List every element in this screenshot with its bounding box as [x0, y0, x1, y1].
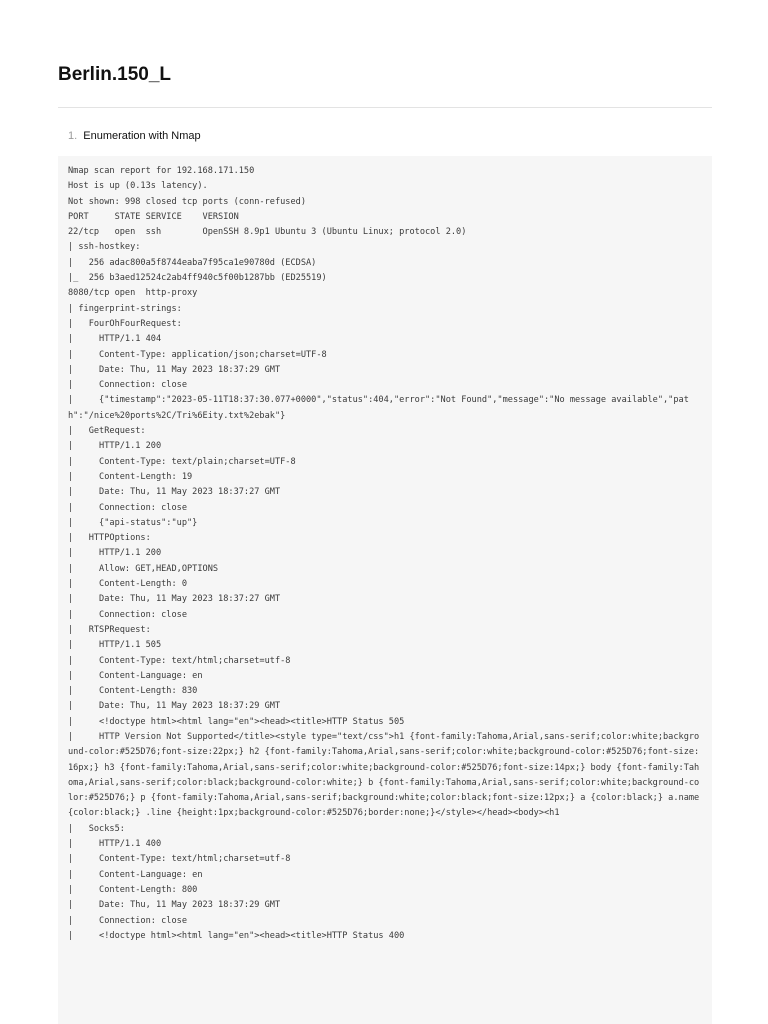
code-line: 8080/tcp open http-proxy	[68, 288, 198, 299]
list-item-number: 1.	[68, 130, 78, 142]
code-line: | Allow: GET,HEAD,OPTIONS	[68, 563, 219, 574]
code-line: | Connection: close	[68, 502, 187, 513]
list-item	[68, 128, 201, 144]
code-line: | Date: Thu, 11 May 2023 18:37:29 GMT	[68, 701, 281, 712]
code-line: 22/tcp open ssh OpenSSH 8.9p1 Ubuntu 3 (Ubuntu Linux; protocol 2.0)	[68, 227, 467, 238]
code-line: | HTTP/1.1 400	[68, 839, 162, 850]
code-line: Nmap scan report for 192.168.171.150	[68, 166, 255, 176]
code-line: | Date: Thu, 11 May 2023 18:37:29 GMT	[68, 364, 281, 375]
title-divider	[58, 107, 712, 108]
code-line: | HTTP/1.1 404	[68, 334, 162, 345]
code-line: | Content-Length: 19	[68, 471, 193, 482]
code-line: Not shown: 998 closed tcp ports (conn-refused)	[68, 196, 306, 207]
code-block	[58, 156, 712, 1024]
code-line: | RTSPRequest:	[68, 624, 151, 635]
code-line: | Connection: close	[68, 380, 187, 391]
code-line: Host is up (0.13s latency).	[68, 181, 208, 192]
code-line: | Socks5:	[68, 823, 125, 834]
list-item-label: Enumeration with Nmap	[83, 130, 201, 142]
code-line: | FourOhFourRequest:	[68, 318, 182, 329]
code-line: | fingerprint-strings:	[68, 303, 182, 314]
code-line: PORT STATE SERVICE VERSION	[68, 211, 239, 222]
code-line: | 256 adac800a5f8744eaba7f95ca1e90780d (ECDSA)	[68, 257, 317, 268]
code-line: | GetRequest:	[68, 426, 146, 437]
code-line: | <!doctype html><html lang="en"><head><title>HTTP Status 505	[68, 716, 405, 727]
code-line: | Date: Thu, 11 May 2023 18:37:29 GMT	[68, 900, 281, 911]
code-line: | Content-Length: 0	[68, 579, 187, 590]
code-line: | {"timestamp":"2023-05-11T18:37:30.077+0000","status":404,"error":"Not Found","message":"No message available","path":"/nice%20ports%2C/Tri%6Eity.txt%2ebak"}	[68, 395, 689, 421]
code-line: | Content-Language: en	[68, 869, 203, 880]
code-line: | HTTP/1.1 200	[68, 548, 162, 559]
code-line: | Content-Language: en	[68, 670, 203, 681]
code-line: | ssh-hostkey:	[68, 242, 141, 253]
code-line: | HTTPOptions:	[68, 533, 151, 544]
code-line: | Content-Type: text/html;charset=utf-8	[68, 854, 291, 865]
code-line: | HTTP/1.1 200	[68, 441, 162, 452]
code-line: | Content-Length: 800	[68, 884, 198, 895]
code-line: | Content-Type: text/plain;charset=UTF-8	[68, 456, 296, 467]
code-line: | Date: Thu, 11 May 2023 18:37:27 GMT	[68, 594, 281, 605]
code-content	[58, 156, 712, 944]
code-line: | HTTP/1.1 505	[68, 640, 162, 651]
code-line: | Connection: close	[68, 915, 187, 926]
code-line: | {"api-status":"up"}	[68, 517, 198, 528]
code-line: |_ 256 b3aed12524c2ab4ff940c5f00b1287bb (ED25519)	[68, 273, 327, 284]
code-line: | <!doctype html><html lang="en"><head><title>HTTP Status 400	[68, 930, 405, 941]
page-title: Berlin.150_L	[58, 64, 171, 85]
code-line: | Content-Type: application/json;charset=UTF-8	[68, 349, 327, 360]
code-line: | Connection: close	[68, 609, 187, 620]
code-line: | Date: Thu, 11 May 2023 18:37:27 GMT	[68, 487, 281, 498]
code-line: | Content-Length: 830	[68, 686, 198, 697]
code-line: | HTTP Version Not Supported</title><style type="text/css">h1 {font-family:Tahoma,Arial,sans-serif;color:white;background-color:#525D76;font-size:22px;} h2 {font-family:Tahoma,Arial,sans-serif;color:white;background-color:#525D76;font-size:16px;} h3 {font-family:Tahoma,Arial,sans-serif;color:white;background-color:#525D76;font-size:14px;} body {font-family:Tahoma,Arial,sans-serif;color:black;background-color:white;} b {font-family:Tahoma,Arial,sans-serif;color:white;background-color:#525D76;} p {font-family:Tahoma,Arial,sans-serif;background:white;color:black;font-size:12px;} a {color:black;} a.name {color:black;} .line {height:1px;background-color:#525D76;border:none;}</style></head><body><h1	[68, 731, 705, 819]
code-line: | Content-Type: text/html;charset=utf-8	[68, 655, 291, 666]
